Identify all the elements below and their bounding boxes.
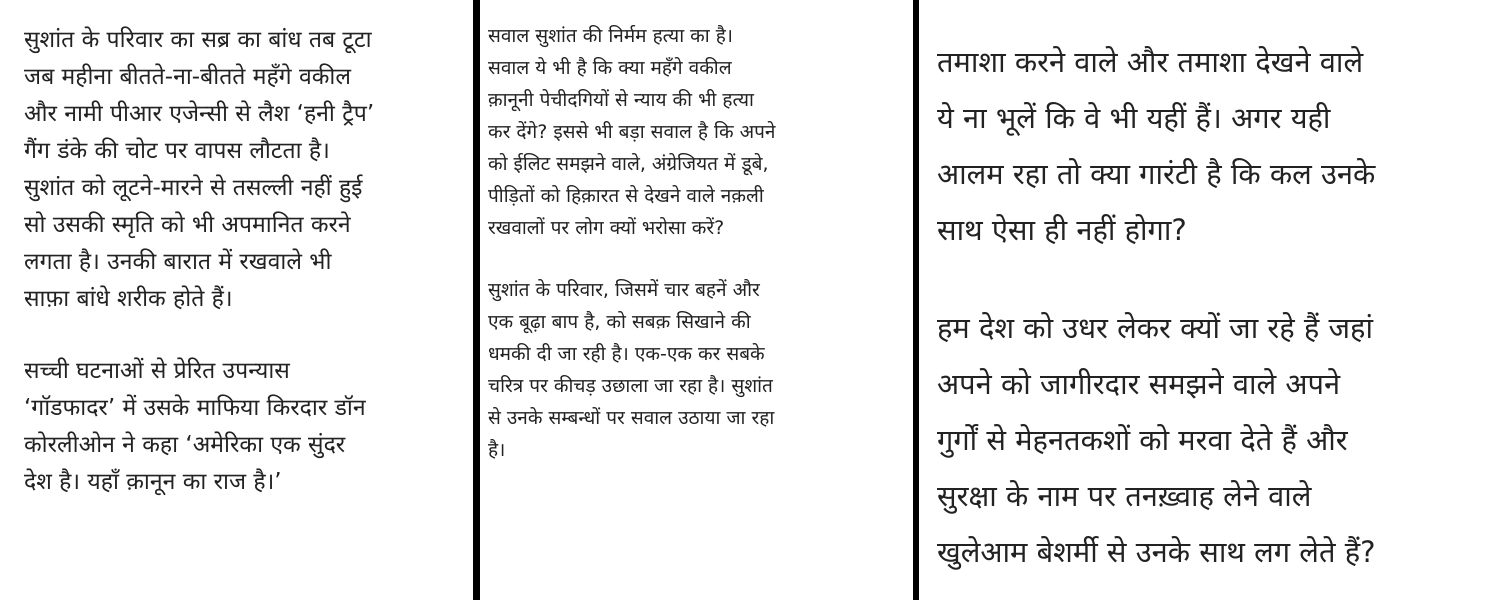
text-line: सो उसकी स्मृति को भी अपमानित करने bbox=[24, 212, 351, 238]
paragraph bbox=[937, 34, 1494, 258]
text-line: लगता है। उनकी बारात में रखवाले भी bbox=[24, 249, 332, 275]
text-line: देश है। यहाँ क़ानून का राज है।’ bbox=[24, 469, 282, 495]
text-line: सुशांत को लूटने-मारने से तसल्ली नहीं हुई bbox=[24, 175, 363, 201]
text-line: से उनके सम्बन्धों पर सवाल उठाया जा रहा bbox=[488, 407, 775, 429]
text-line: तमाशा करने वाले और तमाशा देखने वाले bbox=[937, 45, 1364, 79]
text-line: साथ ऐसा ही नहीं होगा? bbox=[937, 213, 1187, 247]
text-line: खुलेआम बेशर्मी से उनके साथ लग लेते हैं? bbox=[937, 535, 1376, 569]
text-line: आलम रहा तो क्या गारंटी है कि कल उनके bbox=[937, 157, 1376, 191]
text-column-right bbox=[919, 0, 1500, 600]
text-line: और नामी पीआर एजेन्सी से लैश ‘हनी ट्रैप’ bbox=[24, 101, 375, 127]
text-line: सुशांत के परिवार, जिसमें चार बहनें और bbox=[488, 279, 760, 301]
text-line: सुशांत के परिवार का सब्र का बांध तब टूटा bbox=[24, 27, 372, 53]
text-line: गुर्गों से मेहनतकशों को मरवा देते हैं और bbox=[937, 423, 1348, 457]
text-line: है। bbox=[488, 439, 506, 461]
text-line: कोरलीओन ने कहा ‘अमेरिका एक सुंदर bbox=[24, 432, 346, 458]
text-line: साफ़ा बांधे शरीक होते हैं। bbox=[24, 286, 233, 312]
paragraph-spacer bbox=[937, 258, 1494, 300]
text-line: हम देश को उधर लेकर क्यों जा रहे हैं जहां bbox=[937, 311, 1373, 345]
text-line: जब महीना बीतते-ना-बीतते महँगे वकील bbox=[24, 64, 351, 90]
text-line: ये ना भूलें कि वे भी यहीं हैं। अगर यही bbox=[937, 101, 1331, 135]
text-line: धमकी दी जा रही है। एक-एक कर सबके bbox=[488, 343, 765, 365]
text-column-middle bbox=[480, 0, 913, 600]
text-line: क़ानूनी पेचीदगियों से न्याय की भी हत्या bbox=[488, 89, 754, 111]
text-line: सवाल सुशांत की निर्मम हत्या का है। bbox=[488, 25, 734, 47]
paragraph bbox=[488, 274, 907, 466]
paragraph bbox=[24, 353, 463, 501]
text-column-left bbox=[0, 0, 473, 600]
text-line: ‘गॉडफादर’ में उसके माफिया किरदार डॉन bbox=[24, 395, 366, 421]
paragraph-spacer bbox=[24, 318, 463, 353]
text-line: कर देंगे? इससे भी बड़ा सवाल है कि अपने bbox=[488, 121, 776, 143]
paragraph bbox=[937, 300, 1494, 580]
text-line: को ईलिट समझने वाले, अंग्रेजियत में डूबे, bbox=[488, 153, 769, 175]
paragraph bbox=[488, 20, 907, 244]
text-line: सच्ची घटनाओं से प्रेरित उपन्यास bbox=[24, 358, 290, 384]
text-line: चरित्र पर कीचड़ उछाला जा रहा है। सुशांत bbox=[488, 375, 773, 397]
paragraph bbox=[24, 22, 463, 318]
text-line: सुरक्षा के नाम पर तनख़्वाह लेने वाले bbox=[937, 479, 1312, 513]
text-line: पीड़ितों को हिक़ारत से देखने वाले नक़ली bbox=[488, 185, 764, 207]
text-line: रखवालों पर लोग क्यों भरोसा करें? bbox=[488, 217, 725, 239]
text-line: सवाल ये भी है कि क्या महँगे वकील bbox=[488, 57, 732, 79]
text-line: गैंग डंके की चोट पर वापस लौटता है। bbox=[24, 138, 330, 164]
text-line: एक बूढ़ा बाप है, को सबक़ सिखाने की bbox=[488, 311, 751, 333]
paragraph-spacer bbox=[488, 244, 907, 274]
text-line: अपने को जागीरदार समझने वाले अपने bbox=[937, 367, 1341, 401]
